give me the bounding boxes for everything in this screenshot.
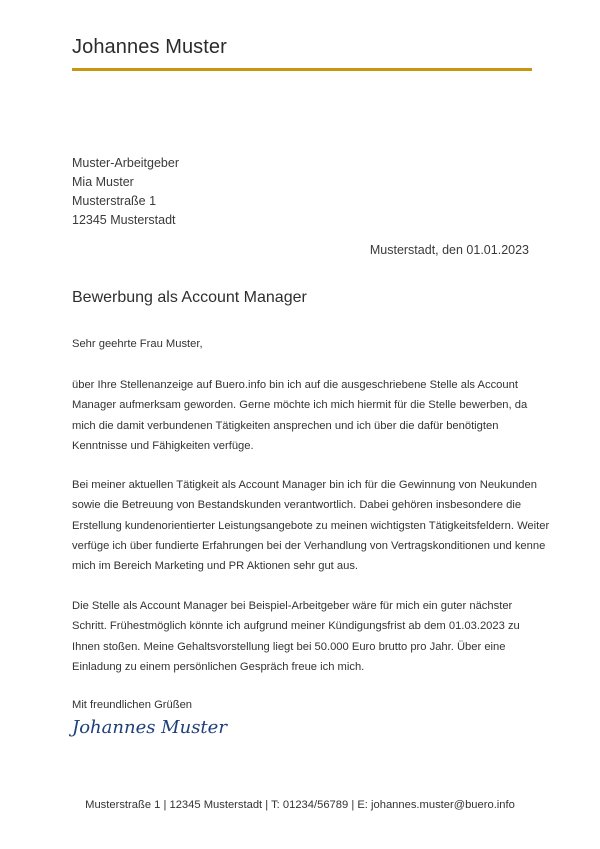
salutation: Sehr geehrte Frau Muster,	[72, 338, 203, 350]
paragraph-line: mich die damit verbundenen Tätigkeiten ansprechen und ich über die dafür benötigten	[72, 419, 499, 432]
paragraph-line: Einladung zu einem persönlichen Gespräch freue ich mich.	[72, 660, 365, 673]
recipient-street: Musterstraße 1	[72, 194, 157, 208]
body-paragraph-2	[72, 475, 550, 576]
closing-greeting: Mit freundlichen Grüßen	[72, 699, 193, 711]
signature: Johannes Muster	[72, 717, 227, 738]
paragraph-line: Erstellung kundenorientierter Leistungsangebote zu meinen wichtigsten Tätigkeitsfeldern. Weiter	[72, 519, 550, 532]
recipient-company: Muster-Arbeitgeber	[72, 156, 179, 170]
sender-name-heading: Johannes Muster	[72, 36, 227, 58]
letter-subject: Bewerbung als Account Manager	[72, 289, 307, 306]
body-paragraph-1	[72, 375, 532, 456]
letter-date: Musterstadt, den 01.01.2023	[369, 243, 529, 257]
paragraph-line: Die Stelle als Account Manager bei Beispiel-Arbeitgeber wäre für mich ein guter nächster	[72, 600, 513, 612]
footer-contact: Musterstraße 1 | 12345 Musterstadt | T: 01234/56789 | E: johannes.muster@buero.info	[85, 799, 515, 811]
paragraph-line: Schritt. Frühestmöglich könnte ich aufgrund meiner Kündigungsfrist ab dem 01.03.2023 zu	[72, 620, 520, 633]
paragraph-line: verfüge ich über fundierte Erfahrungen bei der Verhandlung von Vertragskonditionen und kenne	[72, 539, 546, 552]
body-paragraph-3	[72, 596, 532, 677]
paragraph-line: sowie die Betreuung von Bestandskunden verantwortlich. Dabei gehören insbesondere die	[72, 499, 522, 512]
paragraph-line: Bei meiner aktuellen Tätigkeit als Account Manager bin ich für die Gewinnung von Neukunden	[72, 479, 537, 491]
recipient-contact: Mia Muster	[72, 175, 134, 189]
recipient-city: 12345 Musterstadt	[72, 213, 176, 227]
paragraph-line: Ihnen stoßen. Meine Gehaltsvorstellung liegt bei 50.000 Euro brutto pro Jahr. Über eine	[72, 640, 506, 653]
header-divider	[72, 68, 532, 71]
paragraph-line: Manager aufmerksam geworden. Gerne möchte ich mich hiermit für die Stelle bewerben, da	[72, 399, 528, 412]
paragraph-line: Kenntnisse und Fähigkeiten verfüge.	[72, 439, 254, 452]
paragraph-line: mich im Bereich Marketing und PR Aktionen sehr gut aus.	[72, 560, 359, 573]
recipient-address	[72, 154, 179, 230]
paragraph-line: über Ihre Stellenanzeige auf Buero.info bin ich auf die ausgeschriebene Stelle als Account	[72, 379, 518, 391]
